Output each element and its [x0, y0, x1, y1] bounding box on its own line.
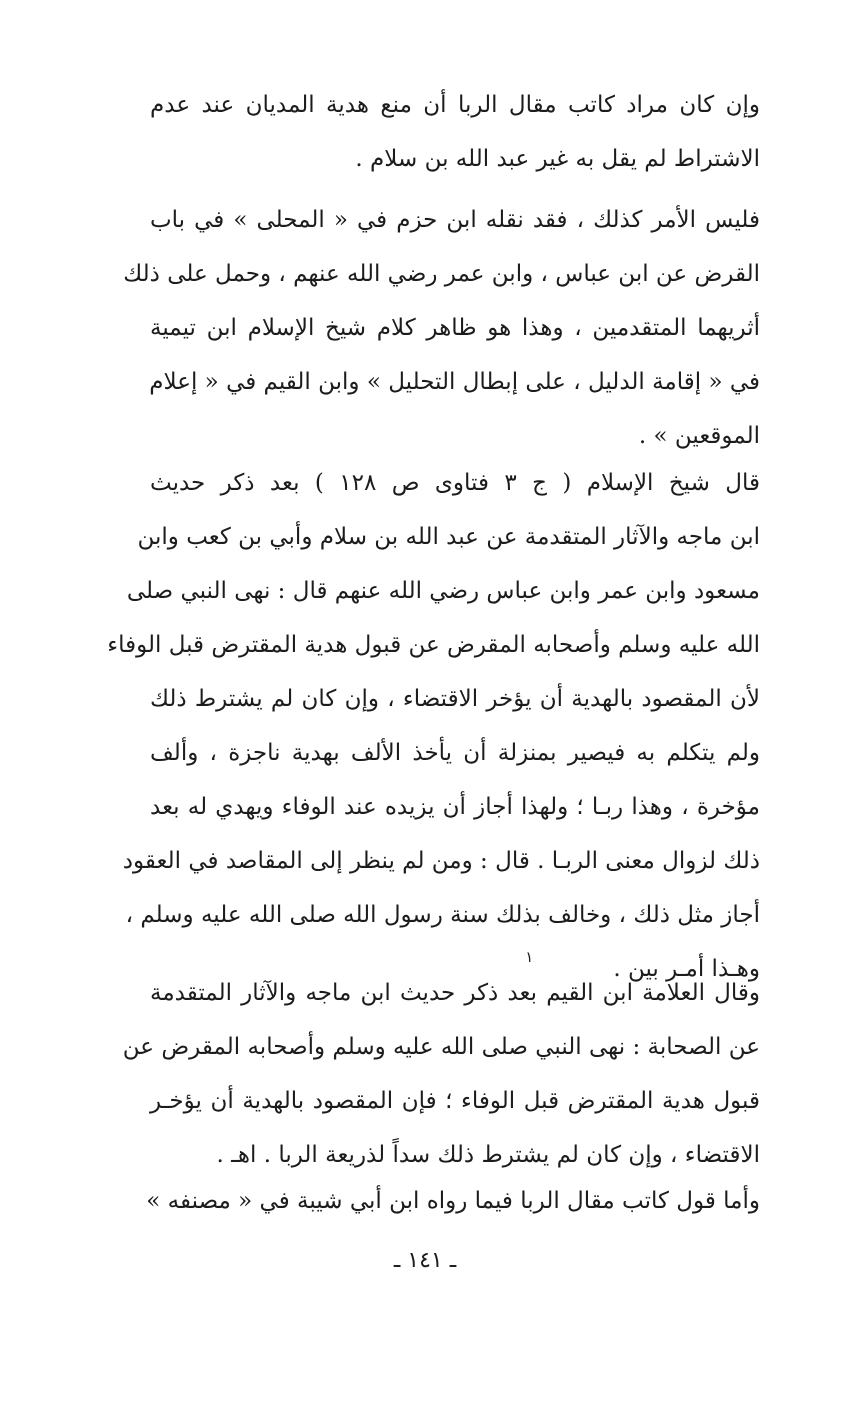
footnote-marker: ١ [525, 948, 534, 966]
text-line: فليس الأمر كذلك ، فقد نقله ابن حزم في « المحلى » في باب [150, 207, 760, 233]
text-line: قال شيخ الإسلام ( ج ٣ فتاوى ص ١٢٨ ) بعد ذكر حديث [150, 470, 760, 496]
text-line: القرض عن ابن عباس ، وابن عمر رضي الله عنهم ، وحمل على ذلك [123, 261, 760, 287]
text-line: مؤخرة ، وهذا ربـا ؛ ولهذا أجاز أن يزيده عند الوفاء ويهدي له بعد [150, 794, 760, 820]
text-line: ذلك لزوال معنى الربـا . قال : ومن لم ينظر إلى المقاصد في العقود [122, 848, 760, 874]
page-number: ـ ١٤١ ـ [393, 1248, 457, 1273]
text-line: الموقعين » . [638, 423, 760, 449]
text-line: الله عليه وسلم وأصحابه المقرض عن قبول هدية المقترض قبل الوفاء [107, 632, 760, 658]
text-line: عن الصحابة : نهى النبي صلى الله عليه وسلم وأصحابه المقرض عن [122, 1034, 760, 1060]
text-line: وقال العلامة ابن القيم بعد ذكر حديث ابن ماجه والآثار المتقدمة [150, 980, 760, 1006]
text-line: أجاز مثل ذلك ، وخالف بذلك سنة رسول الله صلى الله عليه وسلم ، [125, 902, 760, 928]
text-line: وإن كان مراد كاتب مقال الربا أن منع هدية المديان عند عدم [150, 92, 760, 118]
text-line: الاقتضاء ، وإن كان لم يشترط ذلك سداً لذريعة الربا . اهـ . [216, 1142, 760, 1168]
paragraph-3 [107, 456, 760, 996]
text-line: الاشتراط لم يقل به غير عبد الله بن سلام . [355, 146, 760, 172]
paragraph-4 [122, 966, 760, 1182]
paragraph-1 [150, 78, 760, 186]
text-line: أثريهما المتقدمين ، وهذا هو ظاهر كلام شيخ الإسلام ابن تيمية [150, 315, 760, 341]
text-line: في « إقامة الدليل ، على إبطال التحليل » وابن القيم في « إعلام [149, 369, 760, 395]
text-line: ابن ماجه والآثار المتقدمة عن عبد الله بن سلام وأبي بن كعب وابن [137, 524, 760, 550]
text-line-content: وهـذا أمـر بين . [613, 956, 760, 982]
text-line: لأن المقصود بالهدية أن يؤخر الاقتضاء ، وإن كان لم يشترط ذلك [150, 686, 760, 712]
text-line: وأما قول كاتب مقال الربا فيما رواه ابن أبي شيبة في « مصنفه » [146, 1188, 760, 1214]
paragraph-5 [146, 1174, 760, 1228]
text-line: قبول هدية المقترض قبل الوفاء ؛ فإن المقصود بالهدية أن يؤخـر [150, 1088, 760, 1114]
text-line: ولم يتكلم به فيصير بمنزلة أن يأخذ الألف بهدية ناجزة ، وألف [150, 740, 760, 766]
text-line: مسعود وابن عمر وابن عباس رضي الله عنهم قال : نهى النبي صلى [126, 578, 760, 604]
paragraph-2 [123, 193, 760, 463]
